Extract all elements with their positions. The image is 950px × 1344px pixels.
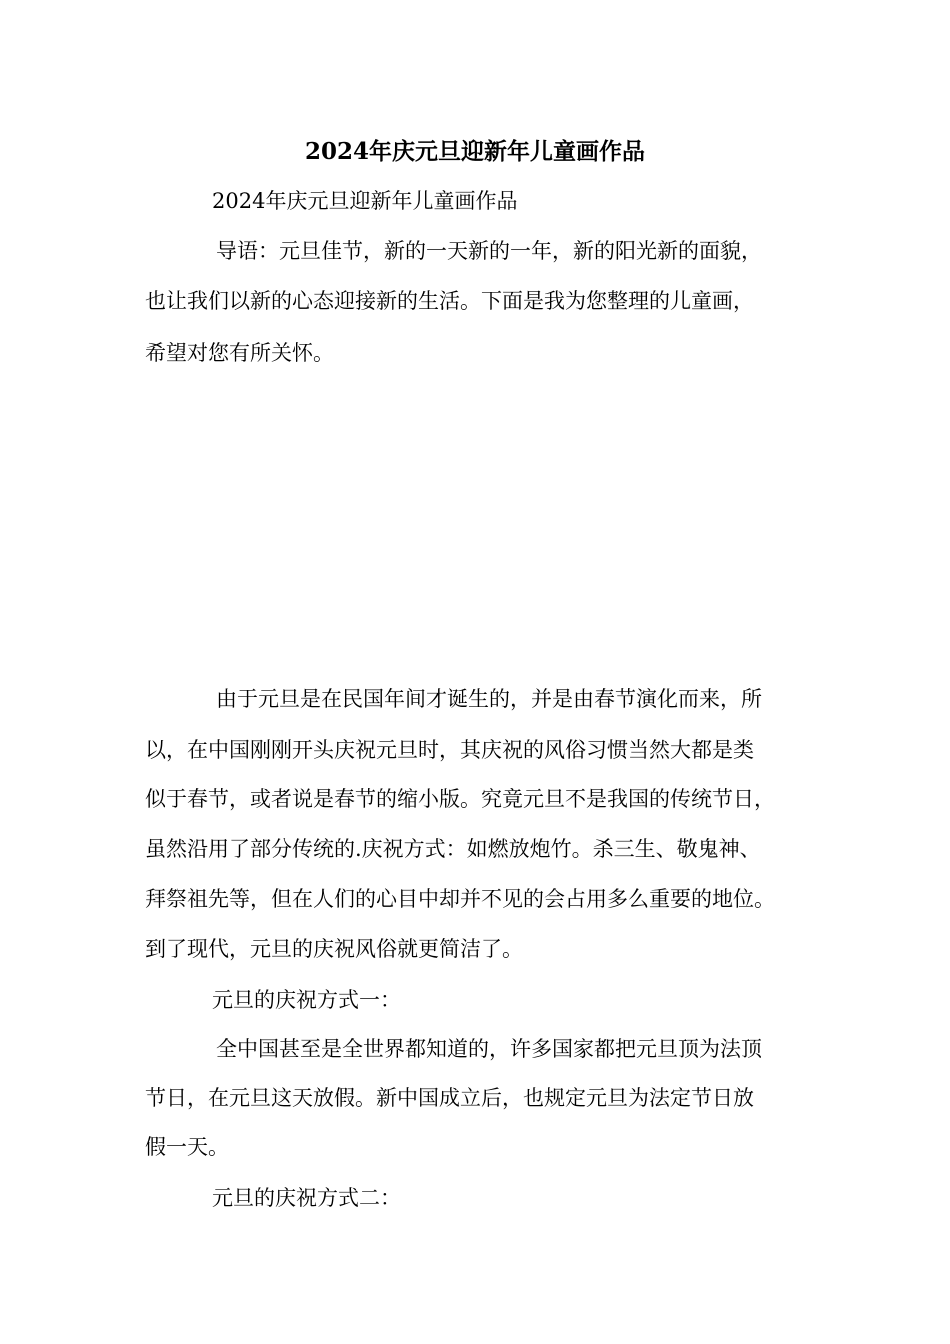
way2-heading: 元旦的庆祝方式二： <box>212 1186 401 1210</box>
subtitle-line: 2024年庆元旦迎新年儿童画作品 <box>212 189 518 213</box>
way1-line-2: 节日，在元旦这天放假。新中国成立后，也规定元旦为法定节日放 <box>145 1086 754 1110</box>
way1-line-1: 全中国甚至是全世界都知道的，许多国家都把元旦顶为法顶 <box>216 1037 762 1061</box>
document-title: 2024年庆元旦迎新年儿童画作品 <box>304 138 645 165</box>
history-line-6: 到了现代，元旦的庆祝风俗就更简洁了。 <box>145 937 523 961</box>
way1-line-3: 假一天。 <box>145 1135 229 1159</box>
history-line-5: 拜祭祖先等，但在人们的心目中却并不见的会占用多么重要的地位。 <box>145 887 775 911</box>
way1-heading: 元旦的庆祝方式一： <box>212 988 401 1012</box>
history-line-1: 由于元旦是在民国年间才诞生的，并是由春节演化而来，所 <box>216 687 762 711</box>
intro-line-1: 导语：元旦佳节，新的一天新的一年，新的阳光新的面貌， <box>216 239 762 263</box>
history-line-4: 虽然沿用了部分传统的.庆祝方式：如燃放炮竹。杀三生、敬鬼神、 <box>145 837 761 861</box>
history-line-3: 似于春节，或者说是春节的缩小版。究竟元旦不是我国的传统节日， <box>145 787 775 811</box>
intro-line-3: 希望对您有所关怀。 <box>145 341 334 365</box>
history-line-2: 以，在中国刚刚开头庆祝元旦时，其庆祝的风俗习惯当然大都是类 <box>145 738 754 762</box>
intro-line-2: 也让我们以新的心态迎接新的生活。下面是我为您整理的儿童画， <box>145 289 754 313</box>
